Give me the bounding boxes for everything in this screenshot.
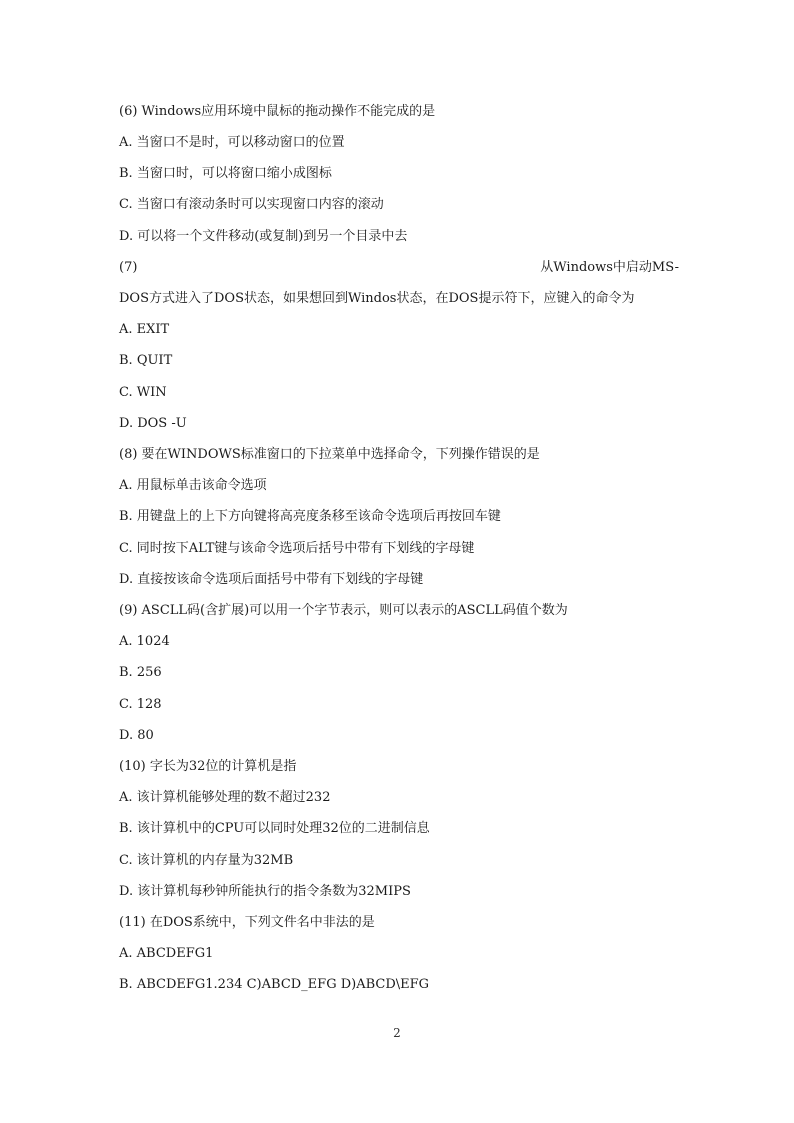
question-10-option-a: A. 该计算机能够处理的数不超过232: [119, 790, 331, 805]
question-9-option-c: C. 128: [119, 697, 162, 712]
question-6-option-d: D. 可以将一个文件移动(或复制)到另一个目录中去: [119, 229, 408, 244]
question-6-option-c: C. 当窗口有滚动条时可以实现窗口内容的滚动: [119, 197, 384, 212]
question-7-option-b: B. QUIT: [119, 353, 173, 368]
question-10-stem: (10) 字长为32位的计算机是指: [119, 759, 297, 774]
question-7-option-c: C. WIN: [119, 385, 167, 400]
question-6-stem: (6) Windows应用环境中鼠标的拖动操作不能完成的是: [119, 104, 436, 119]
question-8-option-b: B. 用键盘上的上下方向键将高亮度条移至该命令选项后再按回车键: [119, 509, 501, 524]
question-9-stem: (9) ASCLL码(含扩展)可以用一个字节表示，则可以表示的ASCLL码值个数为: [119, 603, 568, 618]
question-8-stem: (8) 要在WINDOWS标准窗口的下拉菜单中选择命令，下列操作错误的是: [119, 447, 540, 462]
question-10-option-c: C. 该计算机的内存量为32MB: [119, 853, 294, 868]
question-7-stem-right: 从Windows中启动MS-: [540, 260, 679, 275]
question-7-stem-continued: DOS方式进入了DOS状态，如果想回到Windos状态，在DOS提示符下，应键入的命令为: [119, 291, 635, 306]
question-7-option-a: A. EXIT: [119, 322, 170, 337]
question-9-option-d: D. 80: [119, 728, 154, 743]
question-8-option-a: A. 用鼠标单击该命令选项: [119, 478, 267, 493]
question-7-stem: [119, 259, 679, 277]
question-7-number: (7): [119, 260, 138, 275]
question-6-option-b: B. 当窗口时，可以将窗口缩小成图标: [119, 166, 332, 181]
question-9-option-b: B. 256: [119, 665, 162, 680]
page-number: 2: [393, 1026, 401, 1040]
question-8-option-d: D. 直接按该命令选项后面括号中带有下划线的字母键: [119, 572, 424, 587]
question-6-option-a: A. 当窗口不是时，可以移动窗口的位置: [119, 135, 345, 150]
question-10-option-d: D. 该计算机每秒钟所能执行的指令条数为32MIPS: [119, 884, 411, 899]
question-11-stem: (11) 在DOS系统中，下列文件名中非法的是: [119, 915, 375, 930]
question-8-option-c: C. 同时按下ALT键与该命令选项后括号中带有下划线的字母键: [119, 541, 475, 556]
question-10-option-b: B. 该计算机中的CPU可以同时处理32位的二进制信息: [119, 821, 430, 836]
question-9-option-a: A. 1024: [119, 634, 170, 649]
question-7-option-d: D. DOS -U: [119, 416, 187, 431]
question-11-option-b: B. ABCDEFG1.234 C)ABCD_EFG D)ABCD\EFG: [119, 977, 430, 992]
question-11-option-a: A. ABCDEFG1: [119, 946, 214, 961]
